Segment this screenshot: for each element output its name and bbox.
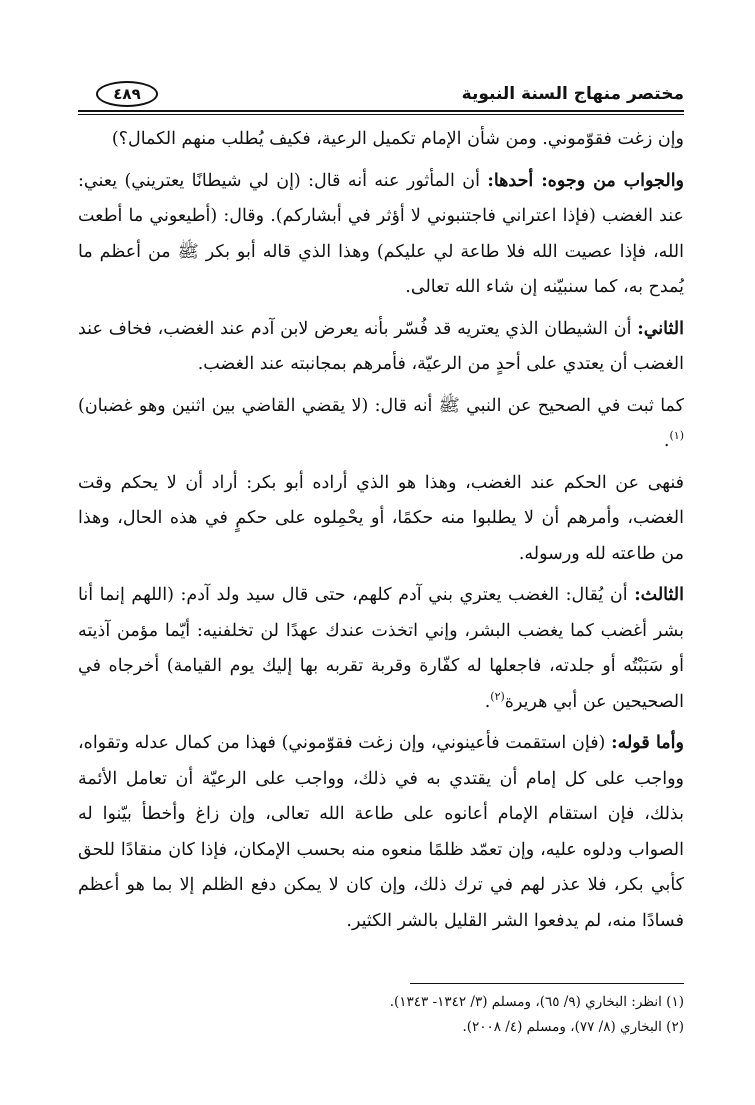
paragraph-lead: وأما قوله:: [611, 733, 684, 753]
footnotes: [78, 990, 684, 1040]
footnote-separator: [410, 983, 684, 984]
paragraph: الثالث: أن يُقال: الغضب يعتري بني آدم كلهم، حتى قال سيد ولد آدم: (اللهم إنما أنا بشر أغضب كما يغضب البشر، وإني اتخذت عندك عهدًا لن تخلفنيه: أيّما مؤمن آذيته أو سَبَبْتُه أو جلدته، فاجعلها له كفّارة وقربة تقربه بها إليك يوم القيامة) أخرجاه في الصحيحين عن أبي هريرة$^{(٢)}$.: [78, 585, 684, 712]
page-header: [78, 80, 684, 114]
footnote: (١) انظر: البخاري (٩/ ٦٥)، ومسلم (٣/ ١٣٤٢- ١٣٤٣).: [389, 994, 684, 1010]
paragraph-text: أن يُقال: الغضب يعتري بني آدم كلهم، حتى قال سيد ولد آدم: (اللهم إنما أنا بشر أغضب كما يغضب البشر، وإني اتخذت عندك عهدًا لن تخلفنيه: أيّما مؤمن آذيته أو سَبَبْتُه أو جلدته، فاجعلها له كفّارة وقربة تقربه بها إليك يوم القيامة) أخرجاه في الصحيحين عن أبي هريرة: [78, 585, 684, 712]
header-rule: [78, 110, 684, 112]
paragraph-text: (فإن استقمت فأعينوني، وإن زغت فقوّموني) فهذا من كمال عدله وتقواه، وواجب على كل إمام أن يقتدي به في ذلك، وواجب على الرعيّة أن تعامل الأئمة بذلك، فإن استقام الإمام أعانوه على طاعة الله تعالى، وإن زاغ وأخطأ بيّنوا له الصواب ودلوه عليه، وإن تعمّد ظلمًا منعوه منه بحسب الإمكان، فإذا كان منقادًا للحق كأبي بكر، فلا عذر لهم في ترك ذلك، وإن كان لا يمكن دفع الظلم إلا بما هو أعظم فسادًا منه، لم يدفعوا الشر القليل بالشر الكثير.: [78, 733, 684, 931]
footnote-ref: (١): [669, 429, 684, 443]
paragraph: [78, 122, 684, 158]
paragraph-lead: والجواب من وجوه: أحدها:: [487, 170, 685, 191]
paragraph-text: وإن زغت فقوّموني. ومن شأن الإمام تكميل الرعية، فكيف يُطلب منهم الكمال؟): [111, 129, 684, 149]
footnote-ref: (٢): [490, 689, 505, 703]
paragraph: [78, 466, 684, 573]
paragraph: [78, 164, 684, 306]
paragraph-text: أن المأثور عنه أنه قال: (إن لي شيطانًا يعتريني) يعني: عند الغضب (فإذا اعتراني فاجتنبوني لا أؤثر في أبشاركم). وقال: (أطيعوني ما أطعت الله، فإذا عصيت الله فلا طاعة لي عليكم) وهذا الذي قاله أبو بكر ﷺ من أعظم ما يُمدح به، كما سنبيّنه إن شاء الله تعالى.: [78, 170, 684, 297]
header-rule-thin: [78, 114, 684, 115]
paragraph-text: فنهى عن الحكم عند الغضب، وهذا هو الذي أراده أبو بكر: أراد أن لا يحكم وقت الغضب، وأمرهم أن لا يطلبوا منه حكمًا، أو يحْمِلوه على حكمٍ في هذه الحال، وهذا من طاعته لله ورسوله.: [78, 472, 684, 564]
paragraph: كما ثبت في الصحيح عن النبي ﷺ أنه قال: (لا يقضي القاضي بين اثنين وهو غضبان)$^{(١)}$.: [78, 395, 684, 451]
paragraph-text: كما ثبت في الصحيح عن النبي ﷺ أنه قال: (لا يقضي القاضي بين اثنين وهو غضبان): [78, 395, 684, 416]
footnote: (٢) البخاري (٨/ ٧٧)، ومسلم (٤/ ٢٠٠٨).: [462, 1019, 684, 1035]
book-title: مختصر منهاج السنة النبوية: [461, 84, 684, 104]
main-text: [78, 122, 684, 945]
paragraph: [78, 726, 684, 939]
paragraph-lead: الثالث:: [634, 585, 684, 605]
paragraph-lead: الثاني:: [637, 318, 684, 339]
paragraph-text: أن الشيطان الذي يعتريه قد فُسّر بأنه يعرض لابن آدم عند الغضب، فخاف عند الغضب أن يعتدي على أحدٍ من الرعيّة، فأمرهم بمجانبته عند الغضب.: [78, 318, 684, 374]
page-number: ٤٨٩: [96, 81, 158, 107]
paragraph: [78, 312, 684, 383]
